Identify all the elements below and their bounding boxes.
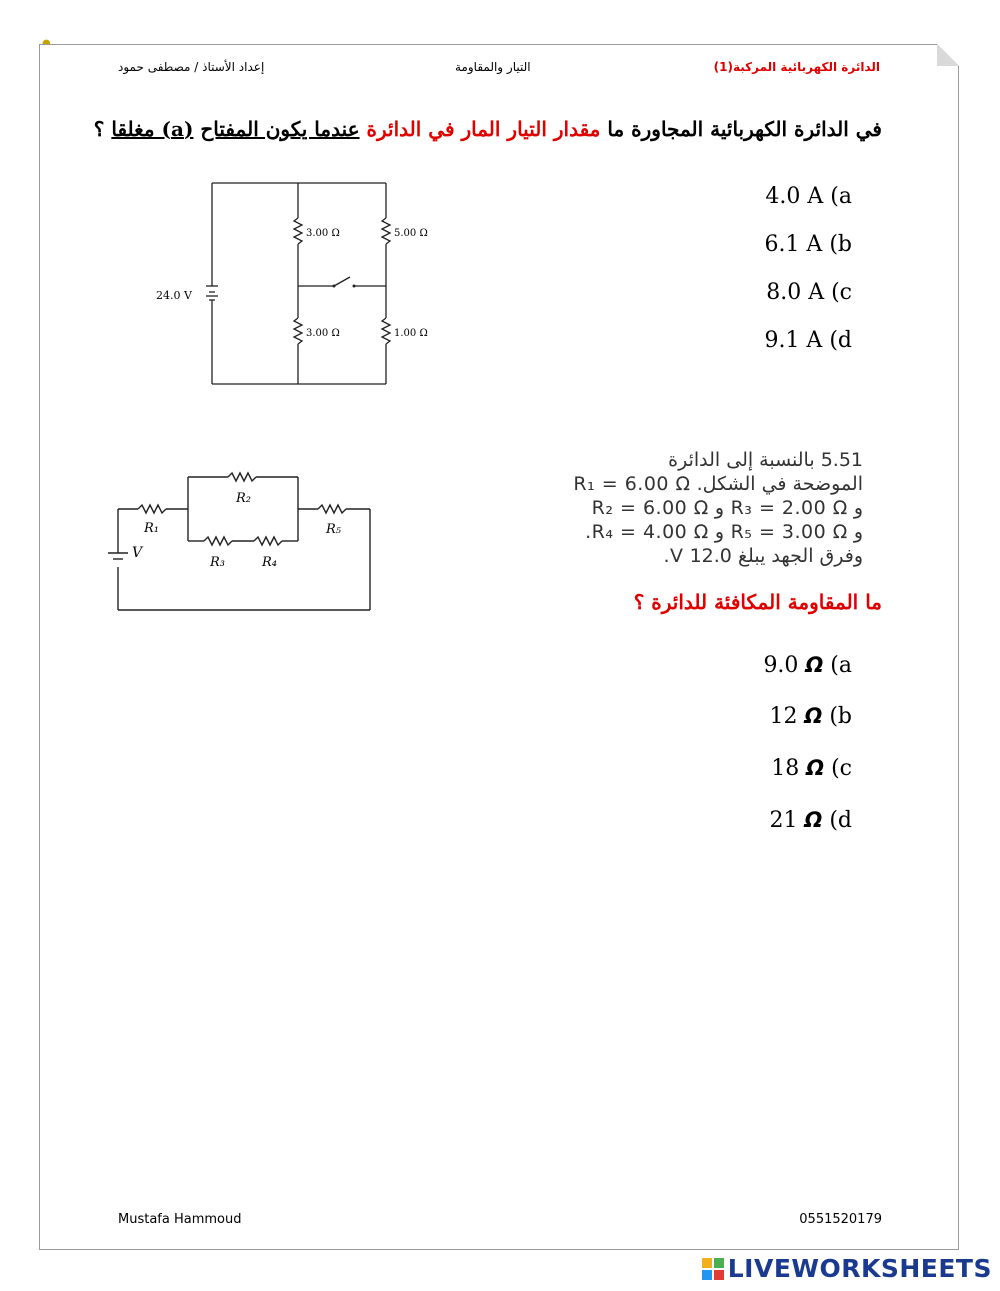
option-value: 18 [771,756,800,781]
option-letter: (b [829,704,852,729]
option-letter: (c [831,756,852,781]
voltage-label: 24.0 V [156,289,192,302]
problem-2-line: 5.51 بالنسبة إلى الدائرة [668,449,863,471]
option-letter: (c [831,280,852,305]
question-2: ما المقاومة المكافئة للدائرة ؟ [633,590,882,614]
option-value: 21 [769,808,798,833]
option-2b[interactable] [769,704,852,729]
option-2c[interactable] [771,756,852,781]
resistor-label-r3: R₃ [210,555,225,570]
option-value: 9.0 [763,653,799,678]
ohm-symbol: Ω [805,653,824,677]
option-2a[interactable] [763,653,852,678]
footer-phone: 0551520179 [799,1212,882,1227]
option-2d[interactable] [769,808,852,833]
option-value: 9.1 A [764,328,823,353]
option-value: 6.1 A [764,232,823,257]
brand-name: LIVEWORKSHEETS [727,1254,992,1283]
liveworksheets-brand[interactable] [702,1254,992,1283]
resistor-label-r1: R₁ [144,521,159,536]
question-mark: ؟ [93,117,105,141]
ohm-symbol: Ω [804,808,823,832]
circuit-diagram-2 [100,455,385,620]
option-letter: (b [829,232,852,257]
option-1b[interactable] [764,232,852,257]
resistor-label-bottom-left: 3.00 Ω [306,328,340,339]
problem-2-line: وفرق الجهد يبلغ 12.0 V. [663,545,863,567]
option-1a[interactable] [765,184,852,209]
option-value: 4.0 A [765,184,824,209]
resistor-label-top-right: 5.00 Ω [394,228,428,239]
question-1-part3: عندما يكون المفتاح [200,117,360,141]
question-1-part1: في الدائرة الكهربائية المجاورة ما [607,117,882,141]
circuit-diagram-1 [150,178,450,393]
question-1 [94,117,882,141]
ohm-symbol: Ω [806,756,825,780]
option-letter: (a [830,184,852,209]
option-value: 12 [769,704,798,729]
page-fold-corner [937,44,959,66]
liveworksheets-logo-icon [702,1258,724,1280]
footer-author: Mustafa Hammoud [118,1212,242,1227]
option-1d[interactable] [764,328,852,353]
voltage-source-label: V [132,545,143,561]
problem-2-line: و R₅ = 3.00 Ω و R₄ = 4.00 Ω. [585,521,863,543]
option-letter: (d [829,328,852,353]
option-value: 8.0 A [766,280,825,305]
resistor-label-bottom-right: 1.00 Ω [394,328,428,339]
option-letter: (d [829,808,852,833]
resistor-label-top-left: 3.00 Ω [306,228,340,239]
option-letter: (a [830,653,852,678]
problem-2-line: الموضحة في الشكل. R₁ = 6.00 Ω [573,473,863,495]
question-1-highlight: مقدار التيار المار في الدائرة [366,117,601,141]
header-author: إعداد الأستاذ / مصطفى حمود [118,60,265,74]
resistor-label-r4: R₄ [262,555,277,570]
header-topic: التيار والمقاومة [455,60,531,74]
ohm-symbol: Ω [804,704,823,728]
resistor-label-r2: R₂ [236,491,251,506]
problem-2-text [437,448,863,568]
problem-2-line: و R₃ = 2.00 Ω و R₂ = 6.00 Ω [591,497,863,519]
resistor-label-r5: R₅ [326,522,341,537]
question-1-part4: (a) مغلقا [111,117,194,141]
option-1c[interactable] [766,280,852,305]
header-title: الدائرة الكهربائية المركبة(1) [713,60,880,74]
